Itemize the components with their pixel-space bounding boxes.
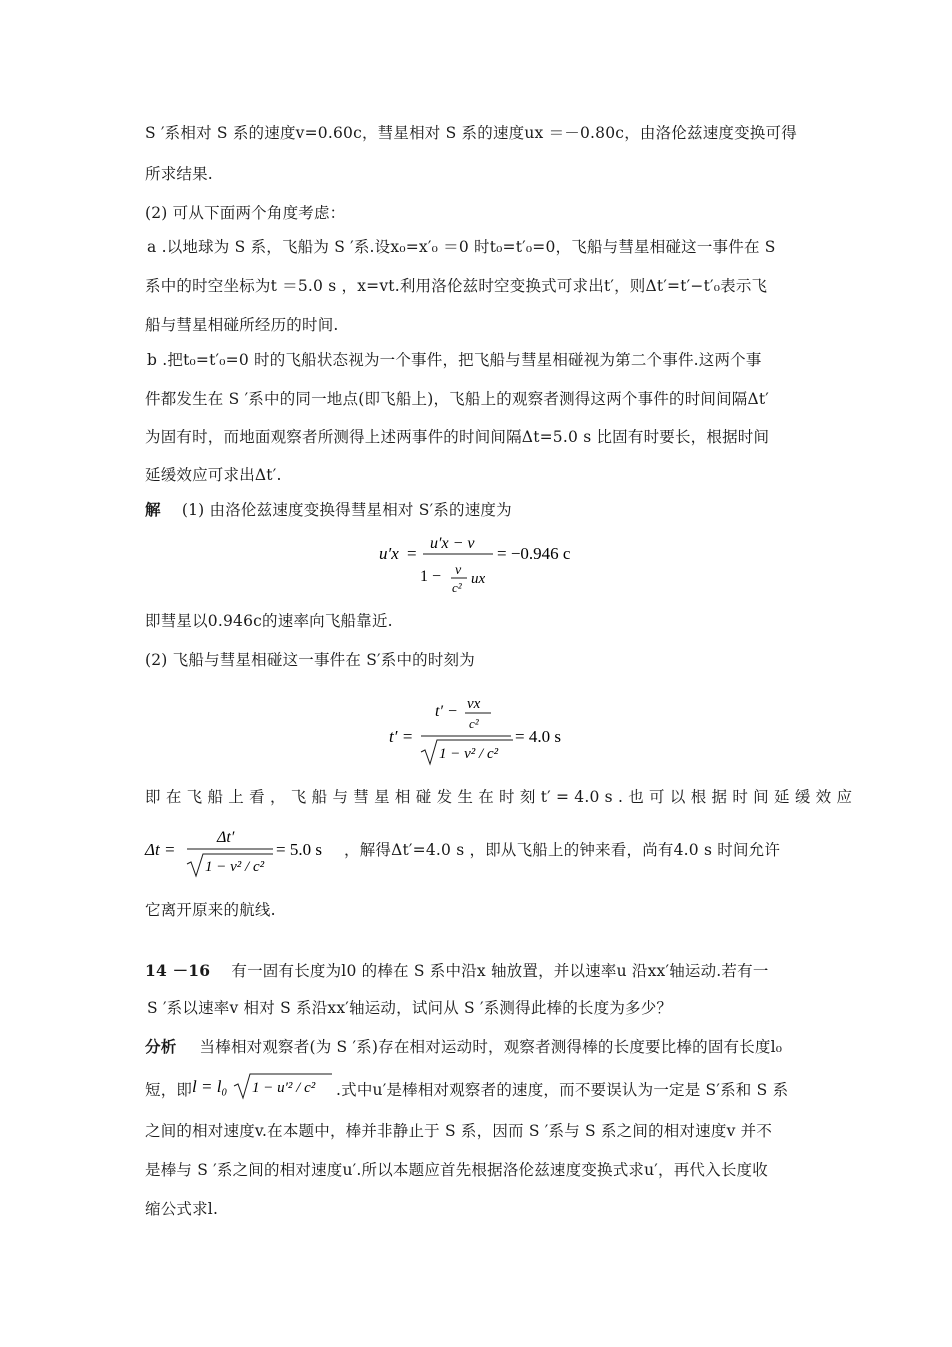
text-line: S ′系以速率v 相对 S 系沿xx′轴运动，试问从 S ′系测得此棒的长度为多少？ — [147, 999, 673, 1017]
formula-numerator: u′x − v — [430, 535, 475, 552]
text-line: (2) 飞船与彗星相碰这一事件在 S′系中的时刻为 — [145, 651, 475, 669]
formula-time — [385, 692, 585, 776]
text-line: a .以地球为 S 系，飞船为 S ′系.设x₀=x′₀ ＝0 时t₀=t′₀=0，飞船与彗星相碰这一事件在 S — [147, 238, 776, 256]
formula-den-b: ux — [471, 571, 486, 587]
formula-numerator: Δt′ — [217, 829, 235, 846]
formula-lhs: Δt = — [145, 840, 176, 859]
text-line: 即 在 飞 船 上 看 ， 飞 船 与 彗 星 相 碰 发 生 在 时 刻 t′ = 4.0 s . 也 可 以 根 据 时 间 延 缓 效 应 — [145, 788, 853, 806]
formula-num-frac-den: c² — [469, 716, 479, 731]
formula-radicand: 1 − u′² / c² — [252, 1080, 316, 1096]
text-line: S ′系相对 S 系的速度v=0.60c，彗星相对 S 系的速度ux ＝－0.80c，由洛伦兹速度变换可得 — [145, 124, 797, 142]
svg-text:=: = — [407, 544, 417, 563]
formula-num-frac-num: vx — [467, 696, 481, 712]
formula-length-contraction — [190, 1068, 335, 1108]
formula-rhs: = 5.0 s — [276, 840, 322, 859]
text-line: 件都发生在 S ′系中的同一地点(即飞船上)，飞船上的观察者测得这两个事件的时间间隔Δt′ — [145, 390, 770, 408]
text-line: 船与彗星相碰所经历的时间. — [145, 316, 339, 334]
problem-text: 有一固有长度为l0 的棒在 S 系中沿x 轴放置，并以速率u 沿xx′轴运动.若有一 — [231, 962, 769, 980]
text-line: ，解得Δt′=4.0 s ，即从飞船上的钟来看，尚有4.0 s 时间允许 — [344, 841, 781, 859]
text-line: (2) 可从下面两个角度考虑： — [145, 204, 346, 222]
solution-text: (1) 由洛伦兹速度变换得彗星相对 S′系的速度为 — [181, 501, 512, 519]
text-line: 缩公式求l. — [145, 1200, 219, 1218]
text-line: .式中u′是棒相对观察者的速度，而不要误认为一定是 S′系和 S 系 — [336, 1081, 789, 1099]
formula-den-frac-den: c² — [452, 580, 462, 595]
analysis-label: 分析 — [145, 1037, 177, 1056]
problem-heading — [145, 961, 815, 981]
text-line: 为固有时，而地面观察者所测得上述两事件的时间间隔Δt=5.0 s 比固有时要长，根据时间 — [145, 428, 770, 446]
solution-heading — [145, 500, 815, 520]
formula-time-dilation — [143, 822, 323, 882]
formula-den-a: 1 − — [420, 568, 442, 585]
text-line: 系中的时空坐标为t ＝5.0 s ，x=vt.利用洛伦兹时空变换式可求出t′，则Δt′=t′−t′₀表示飞 — [145, 277, 768, 295]
text-line: 所求结果. — [145, 165, 213, 183]
formula-velocity-transform — [375, 526, 595, 600]
formula-den: 1 − v² / c² — [205, 859, 265, 875]
text-line: b .把t₀=t′₀=0 时的飞船状态视为一个事件，把飞船与彗星相碰视为第二个事件.这两个事 — [147, 351, 762, 369]
formula-rhs: = 4.0 s — [515, 727, 561, 746]
problem-number: 14 －16 — [145, 961, 211, 980]
text-line: 是棒与 S ′系之间的相对速度u′.所以本题应首先根据洛伦兹速度变换式求u′，再代入长度收 — [145, 1161, 768, 1179]
formula-num-a: t′ − — [435, 703, 458, 720]
solution-label: 解 — [145, 500, 161, 519]
formula-rhs: = −0.946 c — [497, 544, 571, 563]
text-line: 它离开原来的航线. — [145, 901, 276, 919]
analysis-text: 当棒相对观察者(为 S ′系)存在相对运动时，观察者测得棒的长度要比棒的固有长度l₀ — [199, 1038, 783, 1056]
text-line: 之间的相对速度v.在本题中，棒并非静止于 S 系，因而 S ′系与 S 系之间的相对速度v 并不 — [145, 1122, 773, 1140]
formula-den-frac-num: v — [455, 563, 462, 578]
formula-den: 1 − v² / c² — [439, 746, 499, 762]
formula-lhs: t′ = — [389, 727, 414, 746]
formula-lhs: l = l₀ — [192, 1077, 228, 1096]
analysis-heading — [145, 1037, 815, 1057]
text-line: 延缓效应可求出Δt′. — [145, 466, 282, 484]
text-fragment: 短，即 — [145, 1081, 193, 1099]
formula-lhs: u′x — [379, 544, 399, 563]
text-line: 即彗星以0.946c的速率向飞船靠近. — [145, 612, 393, 630]
